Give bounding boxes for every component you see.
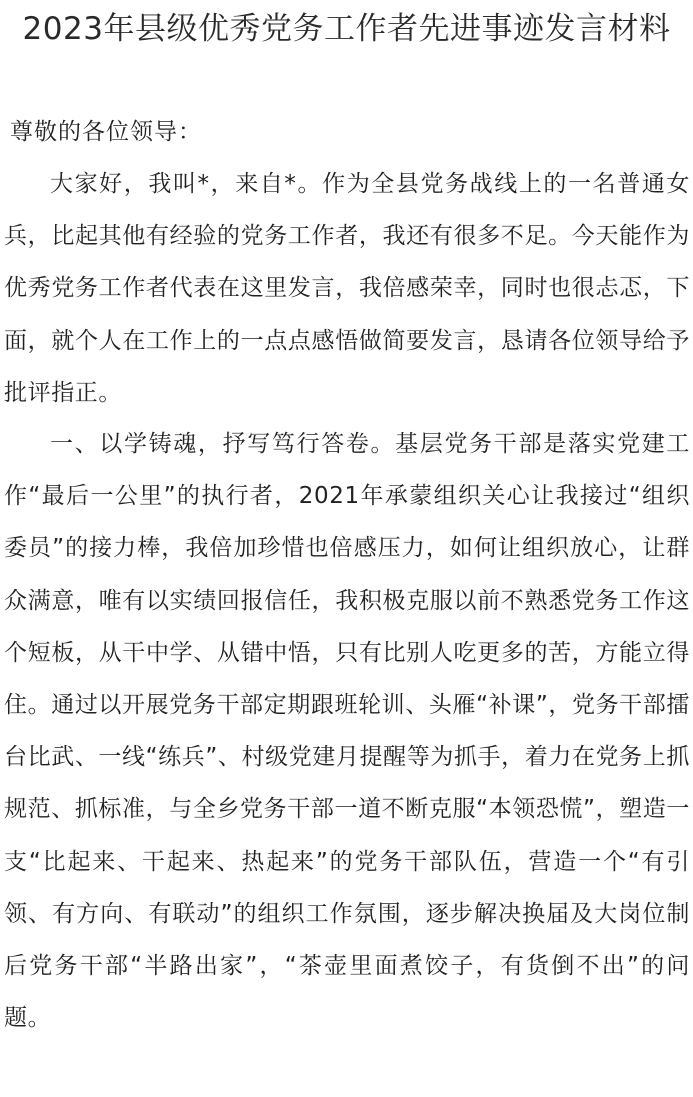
paragraph-section-one: 一、以学铸魂，抒写笃行答卷。基层党务干部是落实党建工作“最后一公里”的执行者，2021年承蒙组织关心让我接过“组织委员”的接力棒，我倍加珍惜也倍感压力，如何让组织放心，让群众满意，唯有以实绩回报信任，我积极克服以前不熟悉党务工作这个短板，从干中学、从错中悟，只有比别人吃更多的苦，方能立得住。通过以开展党务干部定期跟班轮训、头雁“补课”，党务干部擂台比武、一线“练兵”、村级党建月提醒等为抓手，着力在党务上抓规范、抓标准，与全乡党务干部一道不断克服“本领恐慌”，塑造一支“比起来、干起来、热起来”的党务干部队伍，营造一个“有引领、有方向、有联动”的组织工作氛围，逐步解决换届及大岗位制后党务干部“半路出家”，“茶壶里面煮饺子，有货倒不出”的问题。	[4, 431, 690, 1032]
document-title: 2023年县级优秀党务工作者先进事迹发言材料	[22, 11, 671, 47]
greeting-line: 尊敬的各位领导：	[10, 119, 202, 145]
paragraph-introduction: 大家好，我叫*，来自*。作为全县党务战线上的一名普通女兵，比起其他有经验的党务工作者，我还有很多不足。今天能作为优秀党务工作者代表在这里发言，我倍感荣幸，同时也很忐忑，下面，就个人在工作上的一点点感悟做简要发言，恳请各位领导给予批评指正。	[4, 171, 690, 406]
